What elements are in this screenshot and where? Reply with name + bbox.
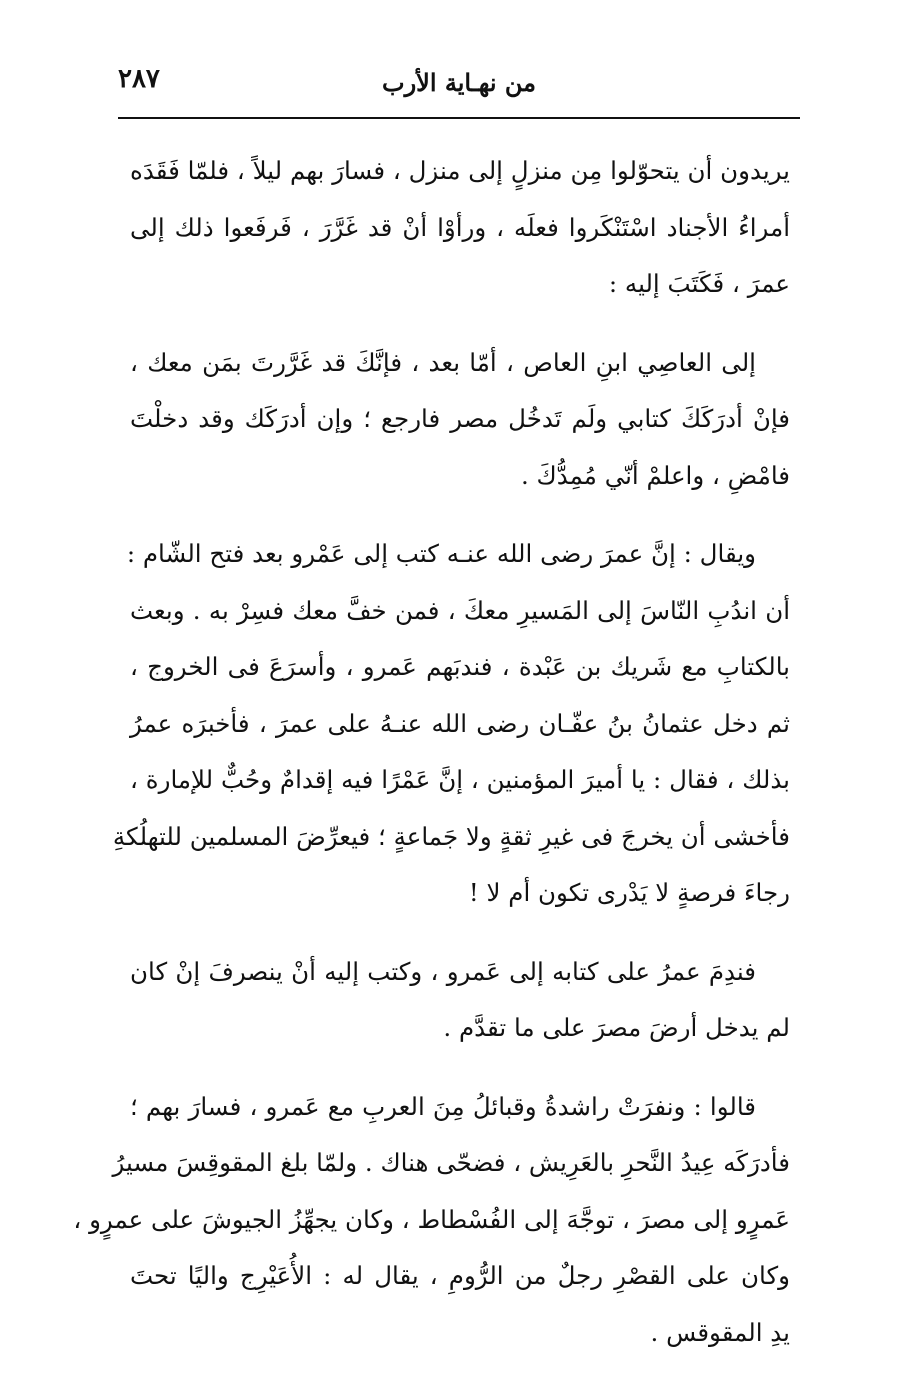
text-line: لم يدخل أرضَ مصرَ على ما تقدَّم . — [443, 1013, 790, 1042]
text-line: إلى العاصِي ابنِ العاص ، أمّا بعد ، فإنَّكَ قد غَرَّرتَ بمَن معك ، — [130, 347, 756, 377]
text-line: قالوا : ونفرَتْ راشدةُ وقبائلُ مِنَ العربِ مع عَمرو ، فسارَ بهم ؛ — [130, 1091, 756, 1121]
text-line: ثم دخل عثمانُ بنُ عفّـان رضى الله عنـهُ على عمرَ ، فأخبرَه عمرُ — [130, 708, 790, 738]
page-number: ٢٨٧ — [118, 64, 160, 94]
paragraph — [73, 1079, 790, 1362]
paragraph — [112, 526, 790, 922]
text-line: فأخشى أن يخرجَ فى غيرِ ثقةٍ ولا جَماعةٍ ؛ فيعرِّضَ المسلمين للتهلُكةِ — [112, 821, 790, 851]
text-line: عَمرٍو إلى مصرَ ، توجَّهَ إلى الفُسْطاط ، وكان يجهِّزُ الجيوشَ على عمرٍو ، — [73, 1204, 790, 1234]
text-line: وكان على القصْرِ رجلٌ من الرُّومِ ، يقال له : الأُعَيْرِج واليًا تحتَ — [130, 1261, 790, 1290]
text-line: فندِمَ عمرُ على كتابه إلى عَمرو ، وكتب إليه أنْ ينصرفَ إنْ كان — [130, 956, 756, 986]
text-line: ويقال : إنَّ عمرَ رضى الله عنـه كتب إلى عَمْرو بعد فتح الشّام : — [126, 539, 756, 568]
body-text — [73, 143, 790, 1383]
header-rule — [118, 117, 800, 119]
text-line: فأدرَكَه عِيدُ النَّحرِ بالعَرِيش ، فضحّى هناك . ولمّا بلغ المقوقِسَ مسيرُ — [112, 1148, 790, 1177]
text-line: عمرَ ، فَكَتَبَ إليه : — [608, 269, 790, 298]
text-line: بالكتابِ مع شَريك بن عَبْدة ، فندبَهم عَمرو ، وأسرَعَ فى الخروج ، — [130, 652, 790, 681]
page-header — [118, 60, 800, 110]
paragraph — [130, 143, 790, 313]
text-line: أمراءُ الأجناد اسْتَنْكَروا فعلَه ، ورأوْا أنْ قد غَرَّرَ ، فَرفَعوا ذلك إلى — [130, 212, 790, 242]
text-line: فامْضِ ، واعلمْ أنّي مُمِدُّكَ . — [520, 460, 790, 490]
text-line: رجاءَ فرصةٍ لا يَدْرى تكون أم لا ! — [468, 878, 790, 907]
running-title: من نهـاية الأرب — [381, 68, 536, 97]
text-line: بذلك ، فقال : يا أميرَ المؤمنين ، إنَّ عَمْرًا فيه إقدامٌ وحُبٌّ للإمارة ، — [130, 765, 790, 794]
text-line: أن اندُبِ النّاسَ إلى المَسيرِ معكَ ، فمن خفَّ معك فسِرْ به . وبعث — [130, 595, 790, 625]
paragraph — [130, 335, 790, 505]
text-line: فإنْ أدرَكَكَ كتابي ولَم تَدخُل مصر فارجع ؛ وإن أدرَكَك وقد دخلْتَ — [130, 404, 790, 433]
text-line: يريدون أن يتحوّلوا مِن منزلٍ إلى منزل ، فسارَ بهم ليلاً ، فلمّا فَقَدَه — [130, 156, 790, 185]
paragraph — [130, 944, 790, 1057]
text-line: يدِ المقوقس . — [650, 1317, 790, 1347]
